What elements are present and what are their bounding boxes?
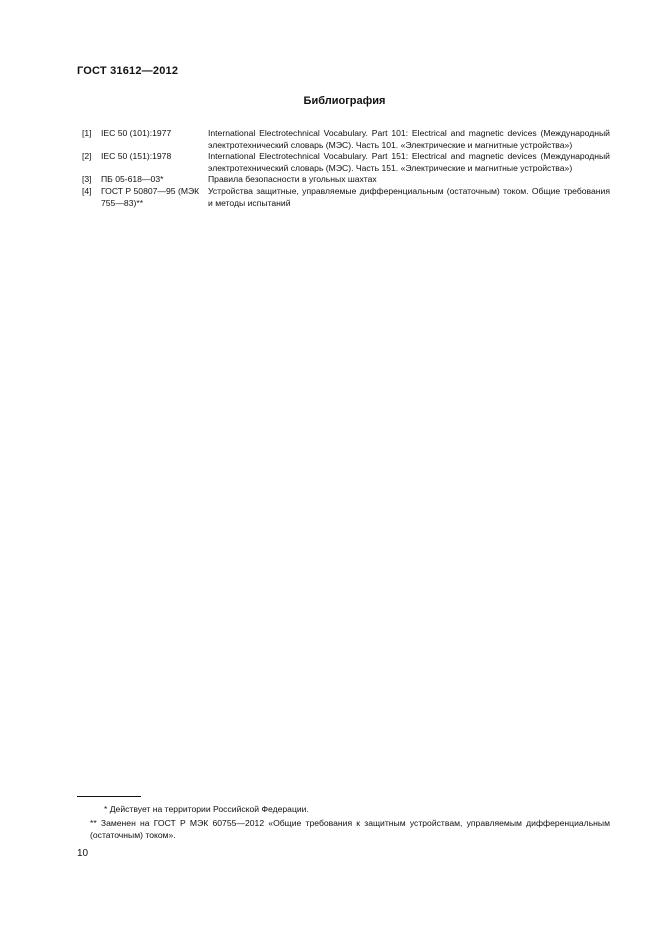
entry-number: [2] <box>82 151 92 162</box>
entry-document: ПБ 05-618—03* <box>101 174 164 185</box>
entry-description: International Electrotechnical Vocabulary. Part 151: Electrical and magnetic devices (Международный электротехнический словарь (МЭС). Часть 151. «Электрические и магнитные устройства») <box>208 151 610 173</box>
bibliography-entry <box>82 128 610 151</box>
bibliography-entry <box>82 186 610 209</box>
entry-description: Правила безопасности в угольных шахтах <box>208 174 377 185</box>
footnote-1: * Действует на территории Российской Федерации. <box>104 804 309 814</box>
entry-document: IEC 50 (101):1977 <box>101 128 172 138</box>
section-title-text: Библиография <box>303 95 386 107</box>
bibliography-entry <box>82 151 610 174</box>
page-number: 10 <box>77 848 89 859</box>
entry-number: [3] <box>82 174 92 185</box>
footnote-2: ** Заменен на ГОСТ Р МЭК 60755—2012 «Общие требования к защитным устройствам, управляемым дифференциальным (остаточным) током». <box>90 818 610 840</box>
entry-description: Устройства защитные, управляемые дифференциальным (остаточным) током. Общие требования и методы испытаний <box>208 185 610 208</box>
entry-document: IEC 50 (151):1978 <box>101 151 172 162</box>
entry-number: [1] <box>82 128 92 138</box>
section-title <box>0 95 661 107</box>
entry-description: International Electrotechnical Vocabulary. Part 101: Electrical and magnetic devices (Международный электротехнический словарь (МЭС). Часть 101. «Электрические и магнитные устройства») <box>208 128 610 150</box>
bibliography-entry <box>82 174 610 186</box>
entry-document: ГОСТ Р 50807—95 (МЭК 755—83)** <box>101 185 200 208</box>
footnote-divider <box>77 796 141 797</box>
document-header: ГОСТ 31612—2012 <box>77 65 179 77</box>
bibliography-list <box>82 128 610 209</box>
entry-number: [4] <box>82 185 92 196</box>
